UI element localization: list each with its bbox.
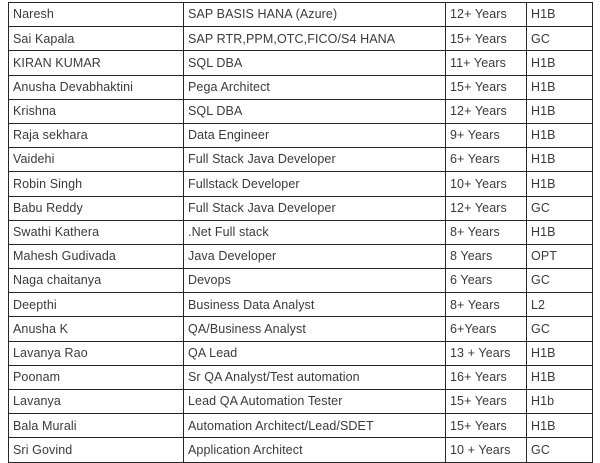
visa-cell: GC bbox=[527, 196, 593, 220]
table-row bbox=[9, 414, 593, 438]
visa-cell: H1B bbox=[527, 220, 593, 244]
table-row bbox=[9, 365, 593, 389]
role-cell: Sr QA Analyst/Test automation bbox=[184, 365, 446, 389]
name-cell: Sri Govind bbox=[9, 438, 184, 462]
table-row bbox=[9, 27, 593, 51]
name-cell: Krishna bbox=[9, 99, 184, 123]
experience-cell: 8 Years bbox=[446, 244, 527, 268]
experience-cell: 9+ Years bbox=[446, 123, 527, 147]
name-cell: Anusha K bbox=[9, 317, 184, 341]
experience-cell: 12+ Years bbox=[446, 3, 527, 27]
name-cell: Raja sekhara bbox=[9, 123, 184, 147]
name-cell: Lavanya Rao bbox=[9, 341, 184, 365]
role-cell: SAP RTR,PPM,OTC,FICO/S4 HANA bbox=[184, 27, 446, 51]
experience-cell: 12+ Years bbox=[446, 196, 527, 220]
name-cell: Lavanya bbox=[9, 390, 184, 414]
table-row bbox=[9, 269, 593, 293]
table-row bbox=[9, 317, 593, 341]
experience-cell: 16+ Years bbox=[446, 365, 527, 389]
experience-cell: 12+ Years bbox=[446, 99, 527, 123]
visa-cell: H1B bbox=[527, 51, 593, 75]
table-row bbox=[9, 220, 593, 244]
visa-cell: H1B bbox=[527, 123, 593, 147]
name-cell: Bala Murali bbox=[9, 414, 184, 438]
table-row bbox=[9, 148, 593, 172]
name-cell: Naga chaitanya bbox=[9, 269, 184, 293]
role-cell: Lead QA Automation Tester bbox=[184, 390, 446, 414]
visa-cell: H1b bbox=[527, 390, 593, 414]
name-cell: Vaidehi bbox=[9, 148, 184, 172]
table-row bbox=[9, 3, 593, 27]
visa-cell: H1B bbox=[527, 365, 593, 389]
visa-cell: H1B bbox=[527, 75, 593, 99]
name-cell: Swathi Kathera bbox=[9, 220, 184, 244]
experience-cell: 10+ Years bbox=[446, 172, 527, 196]
table-row bbox=[9, 244, 593, 268]
visa-cell: L2 bbox=[527, 293, 593, 317]
document-page bbox=[8, 2, 593, 463]
visa-cell: H1B bbox=[527, 341, 593, 365]
role-cell: Java Developer bbox=[184, 244, 446, 268]
table-row bbox=[9, 75, 593, 99]
experience-cell: 6+ Years bbox=[446, 148, 527, 172]
name-cell: Naresh bbox=[9, 3, 184, 27]
visa-cell: H1B bbox=[527, 414, 593, 438]
role-cell: QA/Business Analyst bbox=[184, 317, 446, 341]
table-row bbox=[9, 99, 593, 123]
experience-cell: 15+ Years bbox=[446, 75, 527, 99]
table-row bbox=[9, 341, 593, 365]
visa-cell: H1B bbox=[527, 99, 593, 123]
role-cell: Automation Architect/Lead/SDET bbox=[184, 414, 446, 438]
role-cell: Fullstack Developer bbox=[184, 172, 446, 196]
role-cell: Data Engineer bbox=[184, 123, 446, 147]
candidates-table-body bbox=[9, 3, 593, 463]
role-cell: Business Data Analyst bbox=[184, 293, 446, 317]
role-cell: SAP BASIS HANA (Azure) bbox=[184, 3, 446, 27]
table-row bbox=[9, 123, 593, 147]
visa-cell: H1B bbox=[527, 3, 593, 27]
role-cell: Full Stack Java Developer bbox=[184, 148, 446, 172]
visa-cell: GC bbox=[527, 269, 593, 293]
role-cell: SQL DBA bbox=[184, 99, 446, 123]
visa-cell: H1B bbox=[527, 172, 593, 196]
name-cell: Robin Singh bbox=[9, 172, 184, 196]
role-cell: QA Lead bbox=[184, 341, 446, 365]
visa-cell: GC bbox=[527, 317, 593, 341]
table-row bbox=[9, 172, 593, 196]
visa-cell: OPT bbox=[527, 244, 593, 268]
experience-cell: 6+Years bbox=[446, 317, 527, 341]
role-cell: Pega Architect bbox=[184, 75, 446, 99]
visa-cell: GC bbox=[527, 27, 593, 51]
table-row bbox=[9, 196, 593, 220]
experience-cell: 8+ Years bbox=[446, 220, 527, 244]
experience-cell: 15+ Years bbox=[446, 390, 527, 414]
experience-cell: 11+ Years bbox=[446, 51, 527, 75]
role-cell: Application Architect bbox=[184, 438, 446, 462]
candidates-table bbox=[8, 2, 593, 463]
name-cell: Sai Kapala bbox=[9, 27, 184, 51]
name-cell: Anusha Devabhaktini bbox=[9, 75, 184, 99]
name-cell: Deepthi bbox=[9, 293, 184, 317]
visa-cell: H1B bbox=[527, 148, 593, 172]
table-row bbox=[9, 293, 593, 317]
experience-cell: 15+ Years bbox=[446, 414, 527, 438]
experience-cell: 10 + Years bbox=[446, 438, 527, 462]
table-row bbox=[9, 390, 593, 414]
name-cell: KIRAN KUMAR bbox=[9, 51, 184, 75]
name-cell: Poonam bbox=[9, 365, 184, 389]
experience-cell: 8+ Years bbox=[446, 293, 527, 317]
role-cell: Devops bbox=[184, 269, 446, 293]
experience-cell: 13 + Years bbox=[446, 341, 527, 365]
name-cell: Mahesh Gudivada bbox=[9, 244, 184, 268]
visa-cell: GC bbox=[527, 438, 593, 462]
name-cell: Babu Reddy bbox=[9, 196, 184, 220]
role-cell: Full Stack Java Developer bbox=[184, 196, 446, 220]
role-cell: SQL DBA bbox=[184, 51, 446, 75]
experience-cell: 6 Years bbox=[446, 269, 527, 293]
role-cell: .Net Full stack bbox=[184, 220, 446, 244]
experience-cell: 15+ Years bbox=[446, 27, 527, 51]
table-row bbox=[9, 51, 593, 75]
